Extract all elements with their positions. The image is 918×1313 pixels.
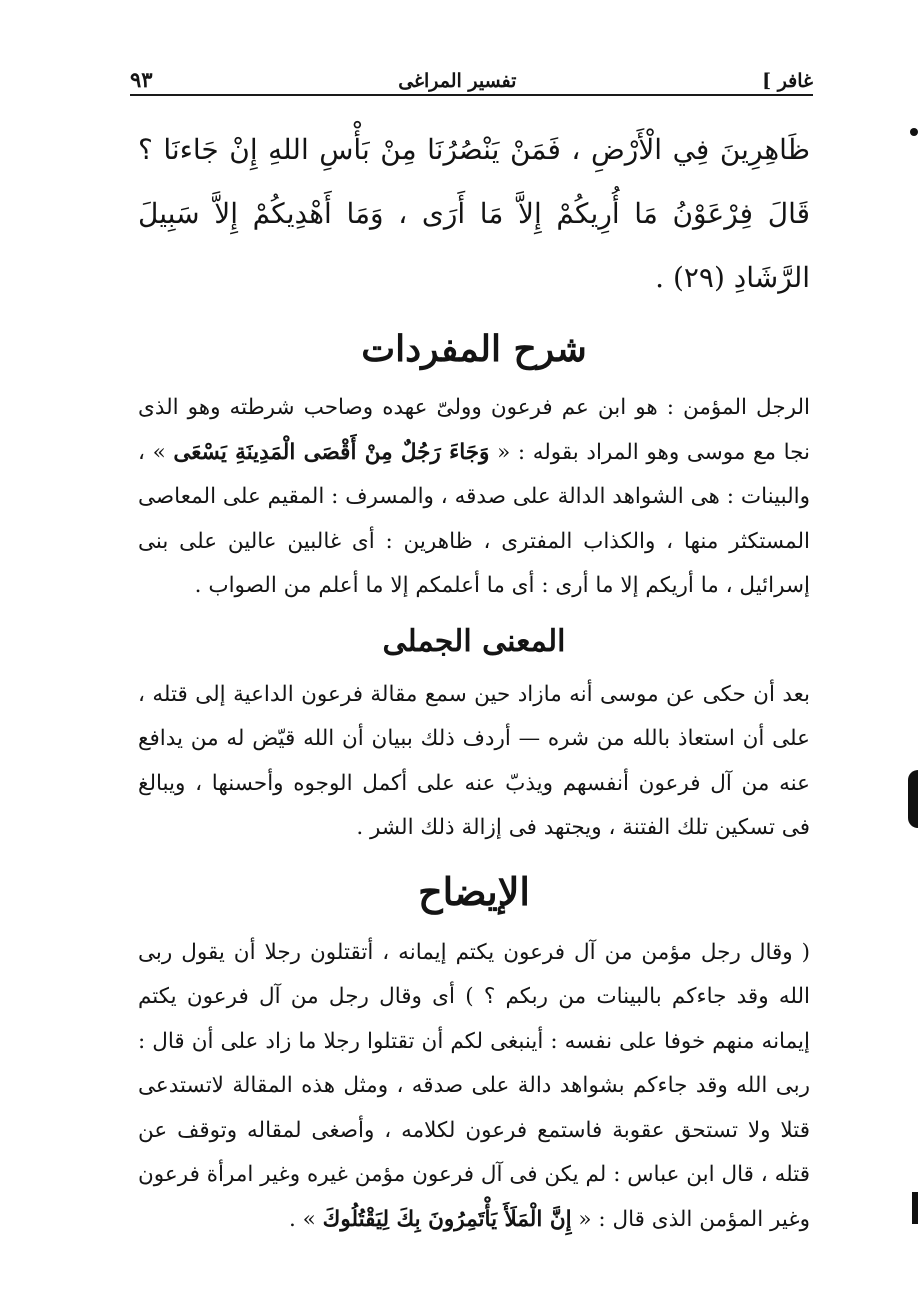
vocab-text-1: الرجل المؤمن : هو ابن عم فرعون وولىّ عهده وصاحب شرطته وهو الذى نجا مع موسى وهو المراد بقوله : «: [138, 395, 811, 465]
summary-heading: المعنى الجملى: [382, 623, 566, 659]
explanation-quote: إِنَّ الْمَلَأَ يَأْتَمِرُونَ بِكَ لِيَقْتُلُوكَ: [322, 1206, 572, 1232]
vocab-heading: شرح المفردات: [361, 328, 587, 370]
scan-mark-top: [910, 128, 918, 136]
scan-mark-bottom: [912, 1192, 918, 1224]
explanation-heading: الإيضاح: [418, 868, 530, 914]
book-title: تفسير المراغى: [398, 70, 517, 92]
scan-mark-middle: [908, 770, 918, 828]
page-content: [138, 118, 810, 1273]
header-rule: [130, 94, 813, 96]
explanation-text-1: ( وقال رجل مؤمن من آل فرعون يكتم إيمانه ، أتقتلون رجلا أن يقول ربى الله وقد جاءكم بالبينات من ربكم ؟ ) أى وقال رجل من آل فرعون يكتم إيمانه منهم خوفا على نفسه : أينبغى لكم أن تقتلوا رجلا ما زاد على أن قال : ربى الله وقد جاءكم بشواهد دالة على صدقه ، ومثل هذه المقالة لاتستدعى قتلا ولا تستحق عقوبة فاستمع فرعون لكلامه ، وأصغى لمقاله وتوقف عن قتله ، قال ابن عباس : لم يكن فى آل فرعون مؤمن غيره وغير امرأة فرعون وغير المؤمن الذى قال : «: [138, 939, 810, 1232]
explanation-paragraph: [138, 931, 810, 1243]
quran-verse: ظَاهِرِينَ فِي الْأَرْضِ ، فَمَنْ يَنْصُرُنَا مِنْ بَأْسِ اللهِ إِنْ جَاءنَا ؟ قَالَ فِرْعَوْنُ مَا أُرِيكُمْ إِلاَّ مَا أَرَى ، وَمَا أَهْدِيكُمْ إِلاَّ سَبِيلَ الرَّشَادِ (٢٩) .: [138, 133, 810, 294]
explanation-text-2: » .: [288, 1206, 323, 1232]
summary-paragraph: بعد أن حكى عن موسى أنه مازاد حين سمع مقالة فرعون الداعية إلى قتله ، على أن استعاذ بالله من شره — أردف ذلك ببيان أن الله قيّض له من يدافع عنه من آل فرعون أنفسهم ويذبّ عنه على أكمل الوجوه وأحسنها ، ويبالغ فى تسكين تلك الفتنة ، ويجتهد فى إزالة ذلك الشر .: [138, 681, 810, 840]
surah-name: غافر ]: [762, 70, 813, 92]
page-header: [130, 52, 813, 92]
page-number: ٩٣: [130, 67, 153, 92]
vocab-quote: وَجَاءَ رَجُلٌ مِنْ أَقْصَى الْمَدِينَةِ يَسْعَى: [173, 439, 490, 465]
vocab-text-2: » ، والبينات : هى الشواهد الدالة على صدقه ، والمسرف : المقيم على المعاصى المستكثر منها ، والكذاب المفترى ، ظاهرين : أى غالبين عالين على بنى إسرائيل ، ما أريكم إلا ما أرى : أى ما أعلمكم إلا ما أعلم من الصواب .: [138, 439, 810, 598]
vocab-paragraph: [138, 386, 810, 609]
